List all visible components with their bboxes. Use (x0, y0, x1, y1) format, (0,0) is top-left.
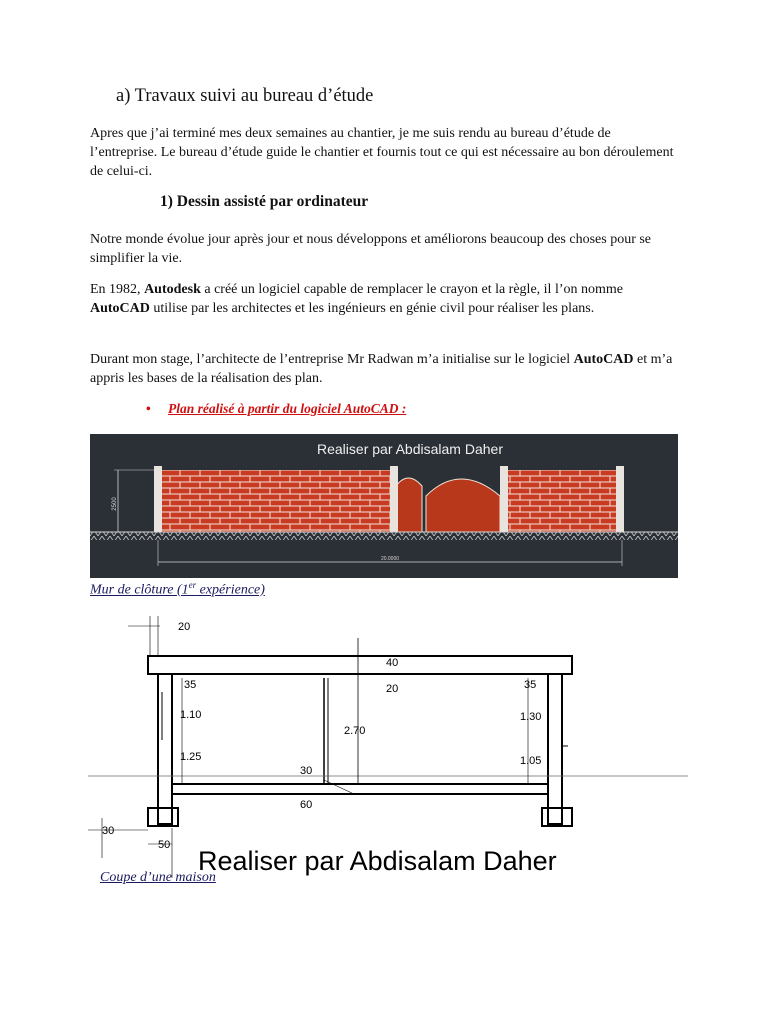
dim-slab: 40 (386, 657, 399, 669)
autocad-bold: AutoCAD (90, 301, 150, 316)
figure1-caption (90, 580, 265, 599)
caption-sup: er (188, 580, 197, 590)
house-section-drawing (88, 608, 688, 888)
paragraph-1982 (90, 280, 680, 318)
dim-right-130: 1.30 (520, 711, 542, 723)
paragraph-stage (90, 350, 680, 388)
dim-left-35: 35 (184, 679, 197, 691)
height-dim-label: 2500 (112, 497, 118, 511)
dim-floor-60: 60 (300, 799, 313, 811)
dim-left-125: 1.25 (180, 751, 202, 763)
brick-wall-left (158, 470, 394, 532)
bullet-item (146, 401, 406, 417)
drawing-title: Realiser par Abdisalam Daher (198, 846, 557, 876)
text: utilise par les architectes et les ingénieurs en génie civil pour réaliser les plans. (149, 301, 595, 316)
intro-paragraph: Apres que j’ai terminé mes deux semaines au chantier, je me suis rendu au bureau d’étude de l’entreprise. Le bureau d’étude guide le chantier et fournis tout ce qui est nécessaire au bon déroulement de celui-ci. (90, 126, 674, 179)
width-dim-label: 20.0000 (380, 556, 400, 562)
pillar (154, 466, 162, 532)
figure2-caption: Coupe d’une maison (100, 870, 216, 885)
caption-text: expérience) (196, 582, 265, 598)
dim-right-35: 35 (524, 679, 537, 691)
pillar (616, 466, 624, 532)
section-heading: a) Travaux suivi au bureau d’étude (116, 86, 374, 106)
brick-wall-right (504, 470, 620, 532)
text: Durant mon stage, l’architecte de l’entreprise Mr Radwan m’a initialise sur le logiciel (90, 352, 574, 367)
paragraph-world: Notre monde évolue jour après jour et nous développons et améliorons beaucoup des choses pour se simplifier la vie. (90, 232, 652, 266)
dim-left-110: 1.10 (180, 709, 202, 721)
dim-right-105: 1.05 (520, 755, 542, 767)
right-wall (548, 674, 562, 824)
subsection-heading: 1) Dessin assisté par ordinateur (160, 193, 369, 210)
caption-text: Mur de clôture (1 (90, 582, 189, 598)
bullet-text: Plan réalisé à partir du logiciel AutoCAD : (168, 401, 407, 416)
dim-found-50: 50 (158, 839, 171, 851)
autodesk-bold: Autodesk (144, 282, 201, 297)
dim-found-30: 30 (102, 825, 115, 837)
left-wall (158, 674, 172, 824)
pillar (500, 466, 508, 532)
autocad-bold: AutoCAD (573, 352, 634, 367)
dim-height: 2.70 (344, 725, 366, 737)
text: a créé un logiciel capable de remplacer le crayon et la règle, il l’on nomme (200, 282, 623, 297)
text: et m’a appris les bases de la réalisation des plan. (90, 352, 673, 386)
drawing-title: Realiser par Abdisalam Daher (317, 441, 503, 457)
dim-floor-30: 30 (300, 765, 313, 777)
floor-slab (172, 784, 548, 794)
dim-top-wall: 20 (178, 621, 191, 633)
roof-slab (148, 656, 572, 674)
gate-door-small (396, 478, 422, 532)
ground-line (90, 532, 678, 540)
pillar (390, 466, 398, 532)
dim-beam: 20 (386, 683, 399, 695)
bullet-icon: • (146, 401, 151, 416)
text: En 1982, (90, 282, 145, 297)
fence-wall-drawing (90, 434, 678, 578)
